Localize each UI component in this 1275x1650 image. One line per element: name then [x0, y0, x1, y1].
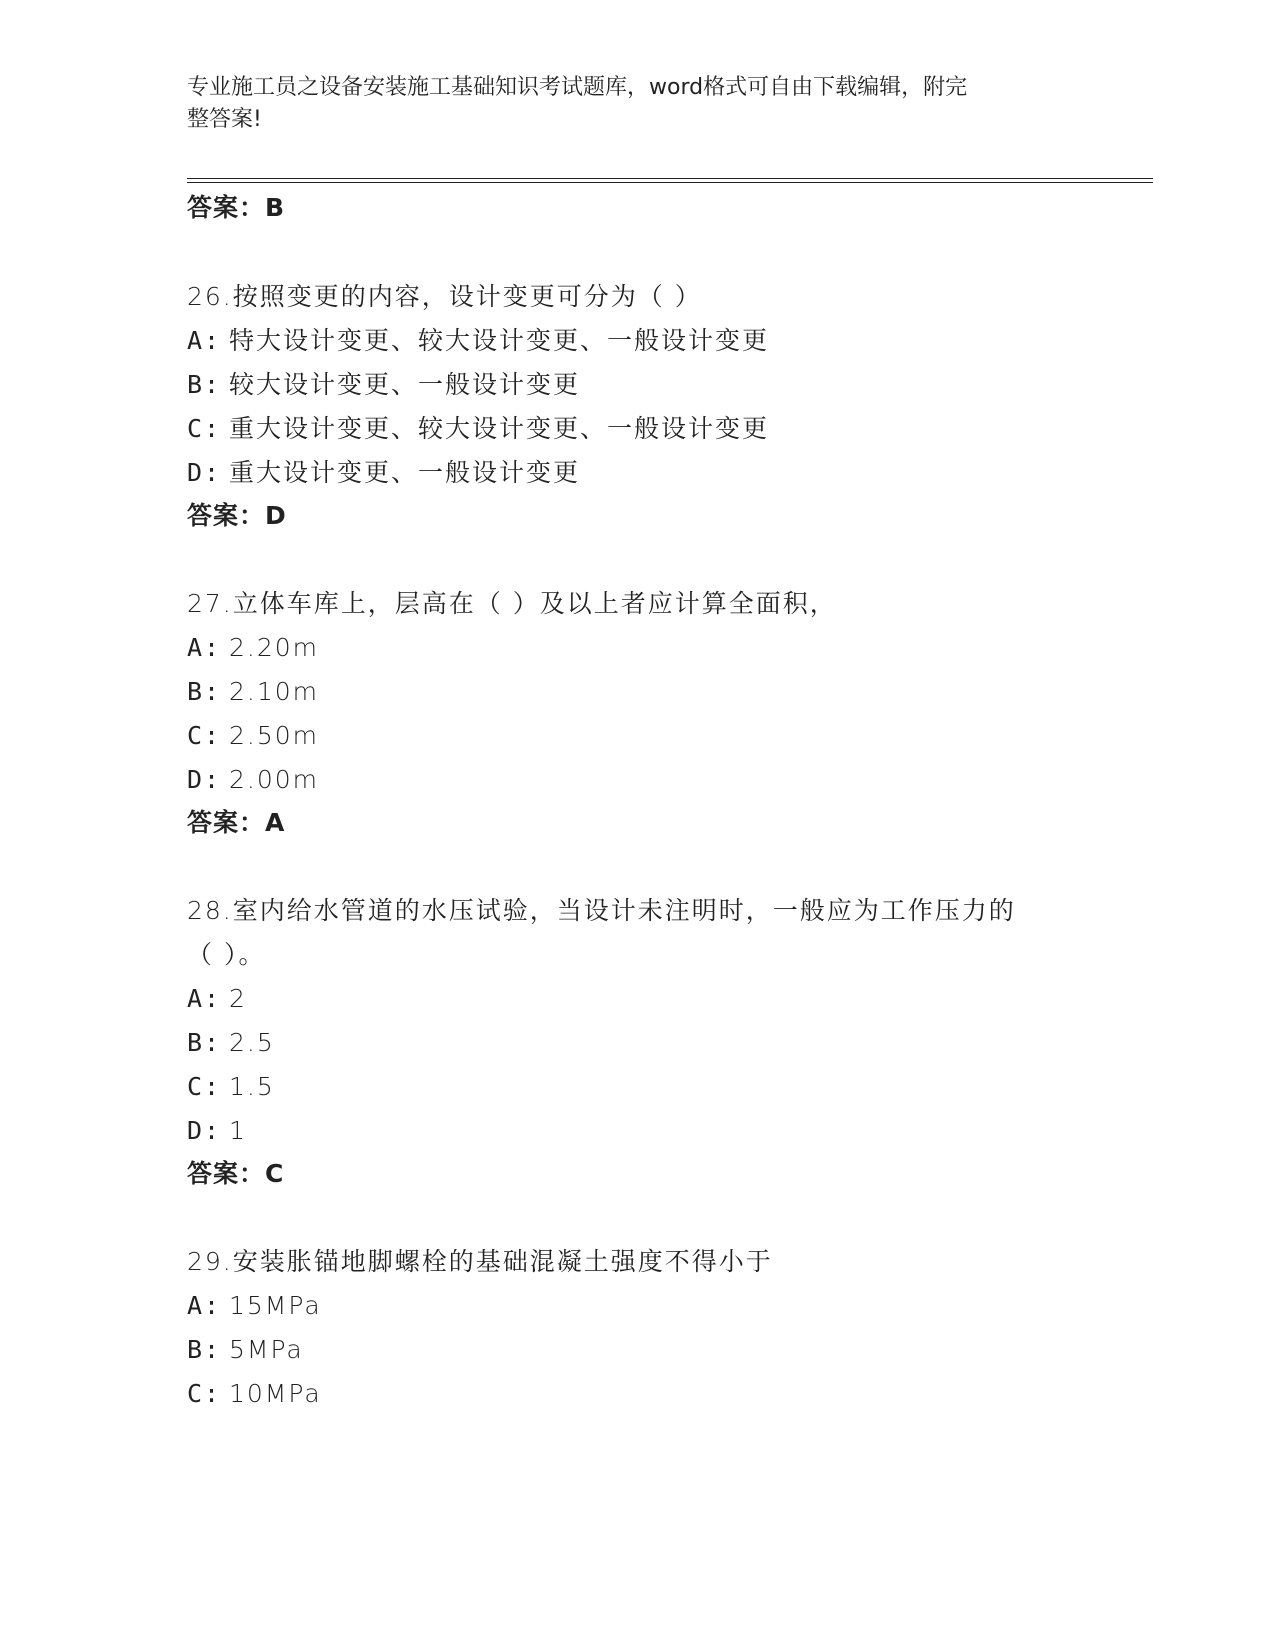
q27-option-c [187, 720, 319, 752]
q29-option-a [187, 1290, 322, 1322]
q29-option-c [187, 1378, 322, 1410]
option-text: 5MPa [229, 1335, 304, 1364]
option-key: A: [187, 633, 222, 662]
option-text: 10MPa [229, 1379, 322, 1408]
option-key: D: [187, 458, 222, 487]
q26-option-b [187, 369, 580, 401]
option-key: B: [187, 370, 222, 399]
q28-option-d [187, 1115, 247, 1147]
question-29: 29.安装胀锚地脚螺栓的基础混凝土强度不得小于 [187, 1247, 773, 1276]
question-26: 26.按照变更的内容，设计变更可分为（ ） [187, 282, 702, 311]
q29-option-b [187, 1334, 304, 1366]
header-line-2: 整答案! [187, 107, 262, 132]
q28-option-b [187, 1027, 275, 1059]
header-line-1: 专业施工员之设备安装施工基础知识考试题库，word格式可自由下载编辑，附完 [187, 75, 968, 100]
option-text: 2.50m [229, 721, 320, 750]
option-text: 1.5 [229, 1072, 275, 1101]
q28-option-a [187, 983, 247, 1015]
option-text: 2 [229, 984, 247, 1013]
option-key: D: [187, 1116, 222, 1145]
option-text: 2.10m [229, 677, 320, 706]
header-divider [187, 178, 1153, 183]
option-text: 1 [229, 1116, 247, 1145]
option-text: 2.5 [229, 1028, 275, 1057]
q26-option-a [187, 325, 769, 357]
question-28-line-1: 28.室内给水管道的水压试验，当设计未注明时，一般应为工作压力的 [187, 896, 1016, 925]
option-text: 特大设计变更、较大设计变更、一般设计变更 [229, 326, 770, 355]
option-key: D: [187, 765, 222, 794]
option-key: C: [187, 721, 222, 750]
answer-25: 答案：B [187, 193, 286, 222]
page-header [187, 72, 1067, 136]
option-key: A: [187, 984, 222, 1013]
option-text: 重大设计变更、较大设计变更、一般设计变更 [229, 414, 770, 443]
option-text: 2.00m [229, 765, 320, 794]
q27-option-b [187, 676, 319, 708]
option-key: B: [187, 1335, 222, 1364]
q27-option-d [187, 764, 319, 796]
answer-27: 答案：A [187, 808, 286, 837]
q28-option-c [187, 1071, 275, 1103]
question-28-line-2: （ ）。 [187, 940, 266, 969]
q26-option-d [187, 457, 580, 489]
option-text: 15MPa [229, 1291, 322, 1320]
option-key: B: [187, 1028, 222, 1057]
option-text: 2.20m [229, 633, 320, 662]
option-key: A: [187, 326, 222, 355]
answer-26: 答案：D [187, 501, 287, 530]
answer-28: 答案：C [187, 1159, 285, 1188]
option-text: 重大设计变更、一般设计变更 [229, 458, 581, 487]
option-key: C: [187, 414, 222, 443]
option-key: C: [187, 1379, 222, 1408]
question-27: 27.立体车库上，层高在（ ）及以上者应计算全面积， [187, 589, 837, 618]
q26-option-c [187, 413, 769, 445]
option-text: 较大设计变更、一般设计变更 [229, 370, 581, 399]
q27-option-a [187, 632, 319, 664]
option-key: A: [187, 1291, 222, 1320]
option-key: B: [187, 677, 222, 706]
option-key: C: [187, 1072, 222, 1101]
